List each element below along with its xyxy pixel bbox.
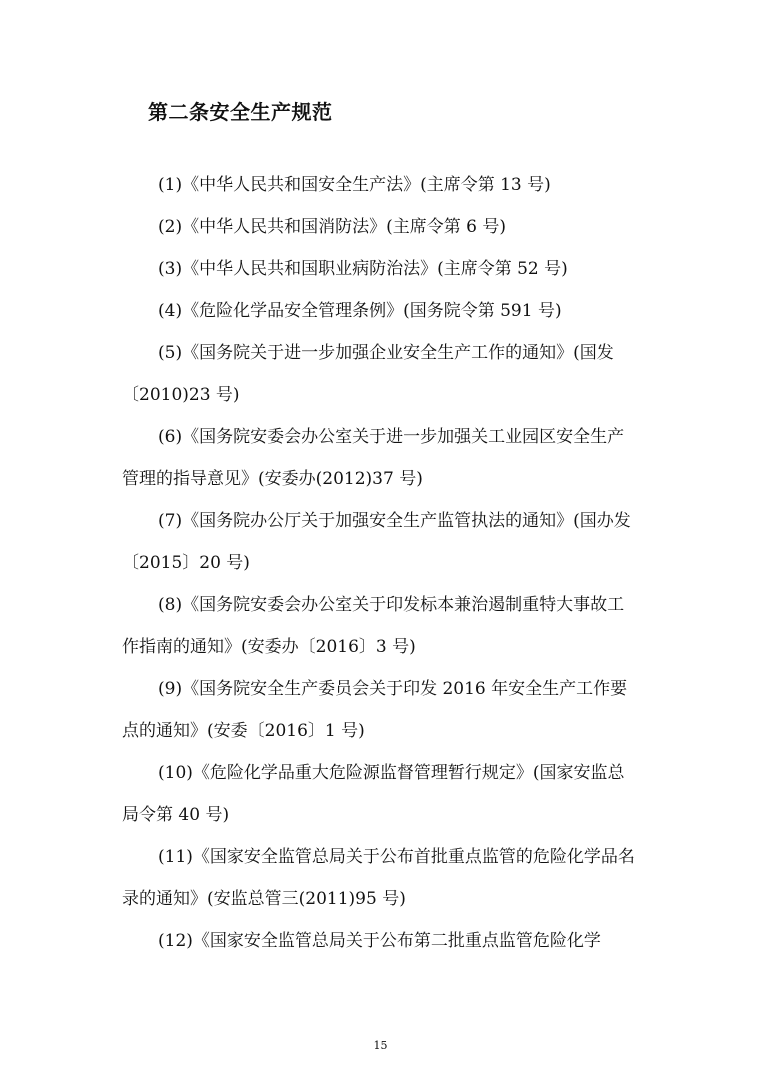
list-item: (7)《国务院办公厅关于加强安全生产监管执法的通知》(国办发〔2015〕20 号) — [122, 511, 631, 573]
list-item: (5)《国务院关于进一步加强企业安全生产工作的通知》(国发〔2010)23 号) — [122, 343, 614, 405]
list-item: (6)《国务院安委会办公室关于进一步加强关工业园区安全生产管理的指导意见》(安委办(2012)37 号) — [122, 427, 625, 489]
section-title: 第二条安全生产规范 — [148, 100, 333, 124]
list-item: (11)《国家安全监管总局关于公布首批重点监管的危险化学品名录的通知》(安监总管三(2011)95 号) — [122, 847, 635, 909]
list-item: (1)《中华人民共和国安全生产法》(主席令第 13 号) — [158, 175, 551, 195]
list-item: (8)《国务院安委会办公室关于印发标本兼治遏制重特大事故工作指南的通知》(安委办〔2016〕3 号) — [122, 595, 625, 657]
list-item: (4)《危险化学品安全管理条例》(国务院令第 591 号) — [158, 301, 562, 321]
list-item: (3)《中华人民共和国职业病防治法》(主席令第 52 号) — [158, 259, 568, 279]
list-item: (2)《中华人民共和国消防法》(主席令第 6 号) — [158, 217, 506, 237]
list-item: (10)《危险化学品重大危险源监督管理暂行规定》(国家安监总局令第 40 号) — [122, 763, 625, 825]
regulation-list — [122, 164, 638, 962]
list-item: (9)《国务院安全生产委员会关于印发 2016 年安全生产工作要点的通知》(安委〔2016〕1 号) — [122, 679, 628, 741]
list-item: (12)《国家安全监管总局关于公布第二批重点监管危险化学 — [158, 931, 601, 951]
page-number: 15 — [373, 1039, 388, 1052]
